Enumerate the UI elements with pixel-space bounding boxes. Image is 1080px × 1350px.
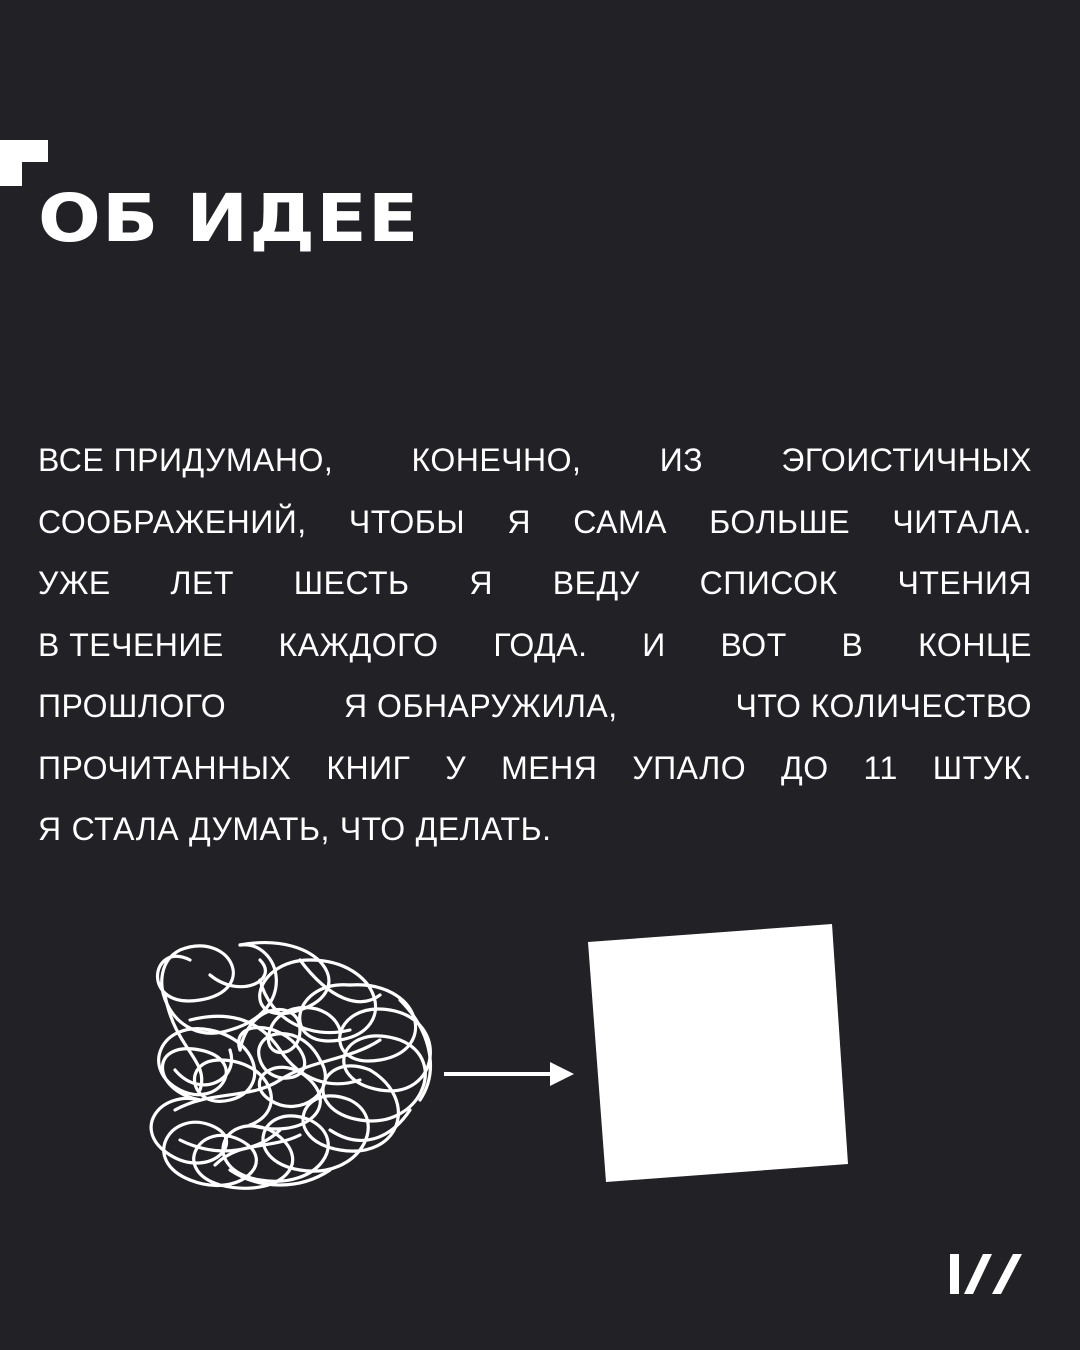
word: МЕНЯ [501,749,598,786]
word: СООБРАЖЕНИЙ, [38,503,307,540]
word: КАЖДОГО [278,626,439,663]
word: ПРОЧИТАННЫХ [38,749,292,786]
body-line [38,430,1032,492]
word: САМА [573,503,667,540]
word: ЭГОИСТИЧНЫХ [781,442,1032,478]
word: ИЗ [659,442,704,478]
word: ЧТЕНИЯ [897,565,1032,601]
word: КНИГ [326,749,411,786]
word: В ТЕЧЕНИЕ [38,626,224,663]
word: В [841,626,864,663]
tangled-scribble-icon [151,943,430,1189]
word: ШТУК. [932,749,1032,786]
iw-logo [948,1250,1032,1298]
word: У [445,749,467,786]
body-paragraph [38,430,1032,861]
body-line [38,492,1032,554]
word: СТАЛА [71,811,180,847]
word: ЧТО КОЛИЧЕСТВО [735,688,1032,724]
word: ЧТОБЫ [348,503,466,540]
word: ДУМАТЬ, [189,811,330,847]
body-line [38,738,1032,800]
chaos-to-order-illustration [0,900,1080,1220]
word: ЛЕТ [170,565,234,601]
word: ДО [781,749,829,786]
word: ВОТ [720,626,787,663]
word: Я [507,503,531,540]
body-line [38,615,1032,677]
word: БОЛЬШЕ [709,503,851,540]
word: ГОДА. [493,626,588,663]
word: ВСЕ ПРИДУМАНО, [38,442,334,478]
word: ЧТО [339,811,406,847]
word: Я ОБНАРУЖИЛА, [344,688,618,724]
word: ВЕДУ [552,565,640,601]
word: И [642,626,666,663]
word: ШЕСТЬ [293,565,410,601]
word: Я [469,565,493,601]
white-square [588,924,848,1182]
word: ЧИТАЛА. [892,503,1032,540]
word: УЖЕ [38,565,111,601]
word: Я [38,811,62,847]
page-title: ОБ ИДЕЕ [38,180,420,257]
word: ДЕЛАТЬ. [415,811,552,847]
word: КОНЕЧНО, [411,442,582,478]
word: КОНЦЕ [918,626,1032,663]
right-arrow-icon [444,1062,574,1086]
word: УПАЛО [632,749,747,786]
body-line [38,553,1032,615]
word: ПРОШЛОГО [38,688,227,724]
body-line [38,676,1032,738]
word: 11 [863,749,898,786]
word: СПИСОК [699,565,838,601]
body-line [38,799,1032,861]
